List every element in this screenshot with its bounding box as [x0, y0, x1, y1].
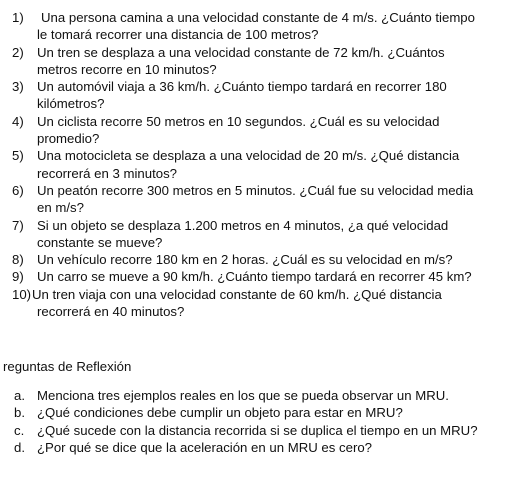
problem-number: 5) [12, 148, 24, 164]
question-text: ¿Por qué se dice que la aceleración en un MRU es cero? [37, 439, 372, 455]
problem-item [12, 286, 512, 321]
question-text: ¿Qué condiciones debe cumplir un objeto para estar en MRU? [37, 405, 403, 421]
problem-item [12, 251, 512, 268]
problem-text-line: Un automóvil viaja a 36 km/h. ¿Cuánto tiempo tardará en recorrer 180 [37, 79, 447, 95]
reflection-question-list [14, 387, 511, 456]
question-text: Menciona tres ejemplos reales en los que se pueda observar un MRU. [37, 388, 449, 403]
problem-item [12, 217, 512, 252]
question-letter: c. [14, 422, 25, 438]
problem-text-line: constante se mueve? [37, 234, 163, 250]
problem-list [12, 9, 512, 320]
section-title: reguntas de Reflexión [3, 359, 132, 374]
problem-text-line: recorrerá en 40 minutos? [37, 304, 185, 320]
problem-item [12, 113, 512, 148]
problem-text [37, 9, 512, 44]
problem-number: 1) [12, 10, 24, 25]
question-letter: a. [14, 388, 25, 403]
problem-text [37, 217, 512, 252]
problem-text: Un carro se mueve a 90 km/h. ¿Cuánto tiempo tardará en recorrer 45 km? [37, 269, 472, 285]
problem-text-line: Un ciclista recorre 50 metros en 10 segundos. ¿Cuál es su velocidad [37, 113, 440, 129]
problem-text-line: en m/s? [37, 200, 84, 216]
problem-item [12, 78, 512, 113]
problem-text [37, 78, 512, 113]
problem-number: 7) [12, 217, 24, 233]
problem-item [12, 268, 512, 285]
problem-number: 9) [12, 269, 24, 285]
problem-number: 8) [12, 252, 24, 268]
problem-text-line: metros recorre en 10 minutos? [37, 61, 217, 77]
problem-text-line: Un peatón recorre 300 metros en 5 minutos. ¿Cuál fue su velocidad media [37, 182, 474, 198]
problem-number: 2) [12, 44, 24, 60]
problem-text-line: recorrerá en 3 minutos? [37, 165, 178, 181]
problem-text-line: le tomará recorrer una distancia de 100 metros? [37, 27, 319, 43]
question-item [14, 422, 511, 439]
problem-text [37, 44, 512, 79]
question-letter: d. [14, 439, 25, 455]
problem-text-line: Un tren se desplaza a una velocidad constante de 72 km/h. ¿Cuántos [37, 44, 445, 60]
problem-text-line: Un tren viaja con una velocidad constante de 60 km/h. ¿Qué distancia [32, 286, 442, 302]
question-letter: b. [14, 405, 25, 421]
problem-text [37, 113, 512, 148]
problem-text [32, 286, 512, 321]
question-text: ¿Qué sucede con la distancia recorrida si se duplica el tiempo en un MRU? [37, 422, 478, 438]
question-item [14, 387, 511, 404]
problem-text-line: kilómetros? [37, 96, 105, 112]
problem-number: 4) [12, 113, 24, 129]
problem-number: 10) [12, 286, 32, 302]
problem-item [12, 44, 512, 79]
problem-text-line: Una motocicleta se desplaza a una velocidad de 20 m/s. ¿Qué distancia [37, 148, 460, 164]
problem-text-line: Una persona camina a una velocidad constante de 4 m/s. ¿Cuánto tiempo [41, 10, 475, 25]
problem-item [12, 147, 512, 182]
problem-text [37, 147, 512, 182]
problem-text-line: promedio? [37, 131, 100, 147]
problem-text [37, 182, 512, 217]
question-item [14, 439, 511, 456]
problem-item [12, 9, 512, 44]
problem-number: 3) [12, 79, 24, 95]
problem-text: Un vehículo recorre 180 km en 2 horas. ¿Cuál es su velocidad en m/s? [37, 252, 453, 268]
problem-number: 6) [12, 182, 24, 198]
problem-text-line: Si un objeto se desplaza 1.200 metros en 4 minutos, ¿a qué velocidad [37, 217, 449, 233]
problem-item [12, 182, 512, 217]
question-item [14, 404, 511, 421]
